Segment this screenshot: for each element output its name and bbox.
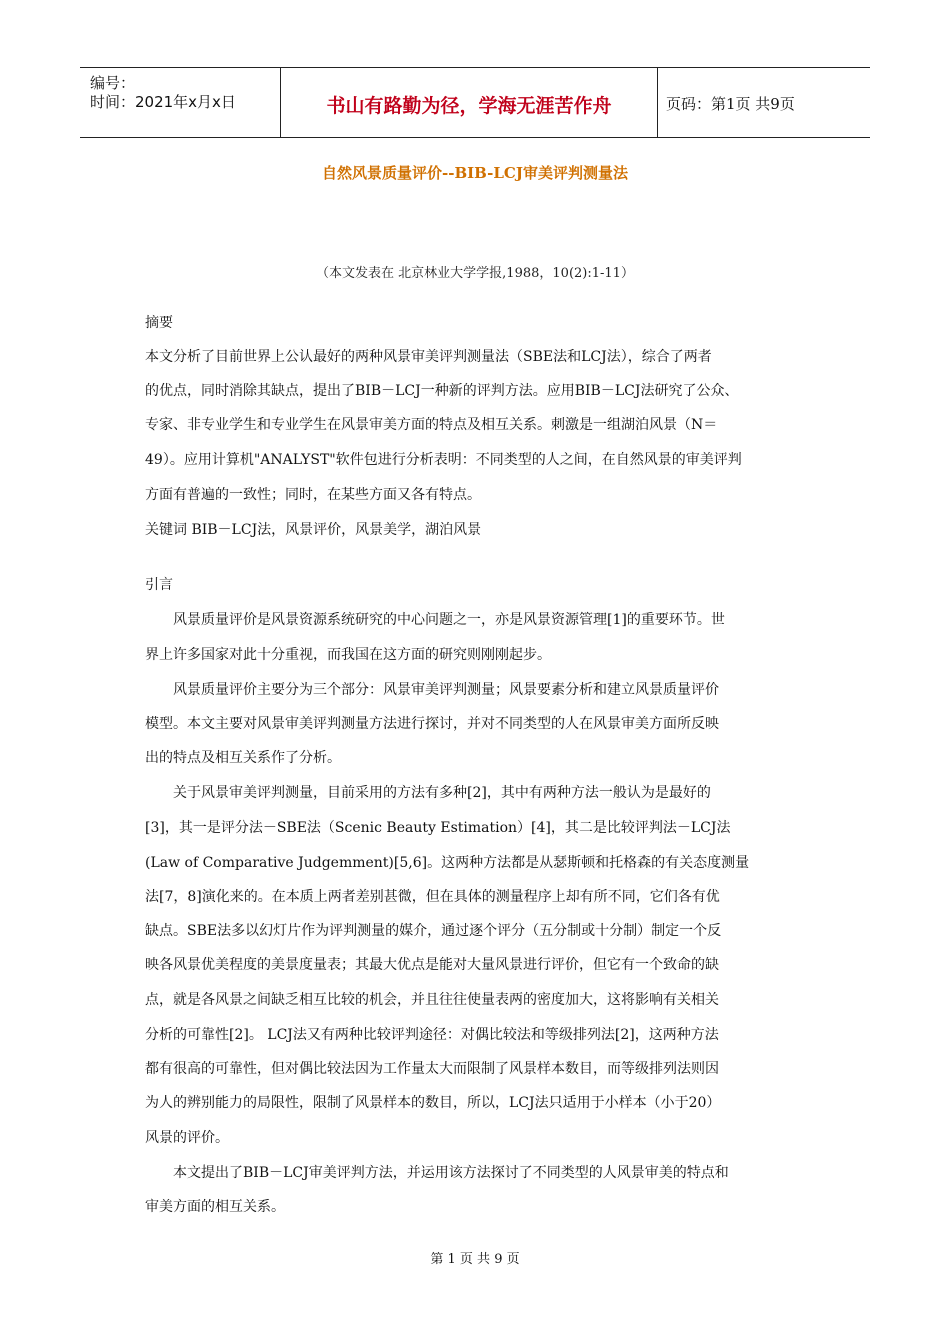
paragraph-line: 缺点。SBE法多以幻灯片作为评判测量的媒介，通过逐个评分（五分制或十分制）制定一个反 [145,923,722,939]
abstract-line: 的优点，同时消除其缺点，提出了BIB－LCJ一种新的评判方法。应用BIB－LCJ法研究了公众、 [145,383,739,399]
abstract-line: 专家、非专业学生和专业学生在风景审美方面的特点及相互关系。刺激是一组湖泊风景（N＝ [145,417,718,433]
paragraph-line: 风景的评价。 [145,1130,229,1146]
page-footer: 第 1 页 共 9 页 [430,1252,520,1267]
paragraph-line: 出的特点及相互关系作了分析。 [145,750,341,766]
section-heading-introduction: 引言 [145,577,173,593]
document-number-label: 编号： [90,74,136,92]
paragraph-line: 关于风景审美评判测量，目前采用的方法有多种[2]，其中有两种方法一般认为是最好的 [145,785,711,801]
section-heading-abstract: 摘要 [145,315,173,331]
header-motto: 书山有路勤为径，学海无涯苦作舟 [326,95,612,117]
paragraph-line: 映各风景优美程度的美景度量表；其最大优点是能对大量风景进行评价，但它有一个致命的缺 [145,957,719,973]
paragraph-line: 模型。本文主要对风景审美评判测量方法进行探讨，并对不同类型的人在风景审美方面所反映 [145,716,719,732]
paragraph-line: 分析的可靠性[2]。 LCJ法又有两种比较评判途径：对偶比较法和等级排列法[2]，这两种方法 [145,1027,719,1043]
header-page-cell [658,68,870,137]
keywords-line: 关键词 BIB－LCJ法，风景评价，风景美学，湖泊风景 [145,522,482,538]
abstract-line: 本文分析了目前世界上公认最好的两种风景审美评判测量法（SBE法和LCJ法），综合了两者 [145,349,712,365]
abstract-line: 49）。应用计算机"ANALYST"软件包进行分析表明：不同类型的人之间，在自然风景的审美评判 [145,452,742,468]
page-header [80,67,870,138]
paragraph-line: 法[7，8]演化来的。在本质上两者差别甚微，但在具体的测量程序上却有所不同，它们各有优 [145,889,720,905]
citation-note: （本文发表在 北京林业大学学报,1988，10(2):1-11） [316,266,634,281]
paragraph-line: 点，就是各风景之间缺乏相互比较的机会，并且往往使量表两的密度加大，这将影响有关相关 [145,992,719,1008]
paragraph-line: (Law of Comparative Judgemment)[5,6]。这两种方法都是从瑟斯顿和托格森的有关态度测量 [145,855,750,871]
paragraph-line: [3]，其一是评分法－SBE法（Scenic Beauty Estimation）[4]，其二是比较评判法－LCJ法 [145,820,731,836]
paragraph-line: 都有很高的可靠性，但对偶比较法因为工作量太大而限制了风景样本数目，而等级排列法则因 [145,1061,719,1077]
header-page-info: 页码：第1页 共9页 [666,95,795,113]
document-title: 自然风景质量评价--BIB-LCJ审美评判测量法 [322,164,628,182]
paragraph-line: 风景质量评价主要分为三个部分：风景审美评判测量；风景要素分析和建立风景质量评价 [145,682,719,698]
header-motto-cell [281,68,658,137]
paragraph-line: 本文提出了BIB－LCJ审美评判方法，并运用该方法探讨了不同类型的人风景审美的特点和 [145,1165,729,1181]
paragraph-line: 审美方面的相互关系。 [145,1199,285,1215]
paragraph-line: 为人的辨别能力的局限性，限制了风景样本的数目，所以，LCJ法只适用于小样本（小于20） [145,1095,721,1111]
paragraph-line: 界上许多国家对此十分重视，而我国在这方面的研究则刚刚起步。 [145,647,551,663]
header-meta-cell [80,68,281,137]
paragraph-line: 风景质量评价是风景资源系统研究的中心问题之一，亦是风景资源管理[1]的重要环节。世 [145,612,725,628]
document-date-label: 时间：2021年x月x日 [90,93,236,111]
abstract-line: 方面有普遍的一致性；同时，在某些方面又各有特点。 [145,487,481,503]
